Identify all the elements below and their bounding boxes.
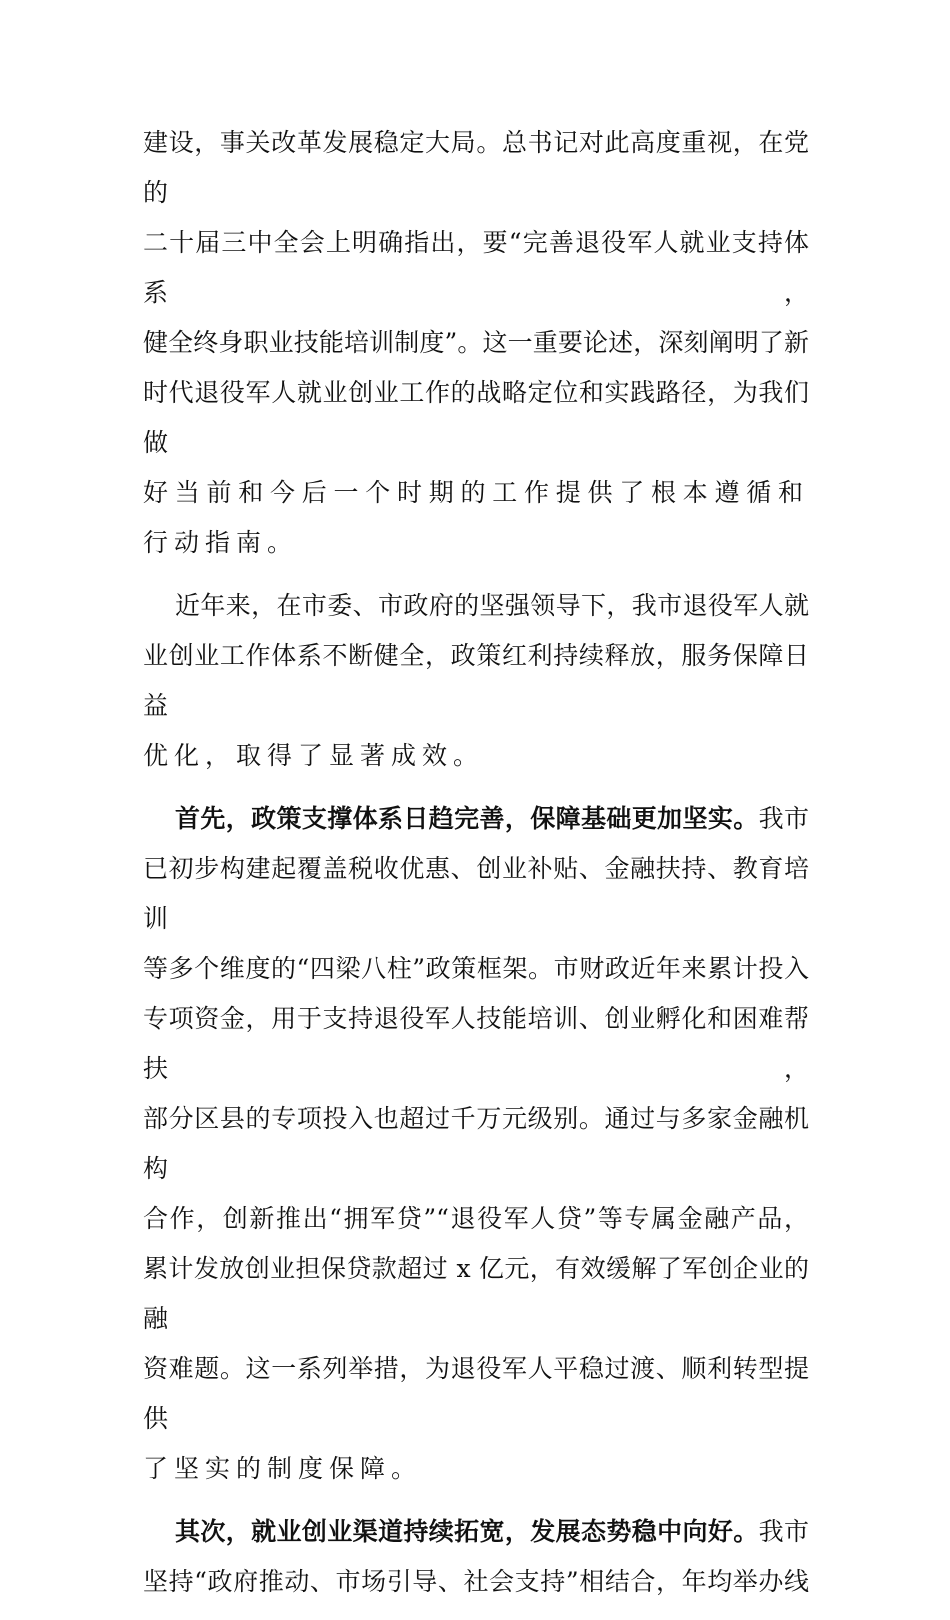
text-line: 健全终身职业技能培训制度”。这一重要论述，深刻阐明了新 — [143, 328, 809, 357]
text-line: 已初步构建起覆盖税收优惠、创业补贴、金融扶持、教育培训 — [143, 854, 809, 933]
document-page — [143, 118, 809, 1620]
text-line: 时代退役军人就业创业工作的战略定位和实践路径，为我们做 — [143, 378, 809, 457]
text-line: 等多个维度的“四梁八柱”政策框架。市财政近年来累计投入 — [143, 954, 809, 983]
text-line — [143, 794, 809, 844]
text-line: 了坚实的制度保障。 — [143, 1454, 423, 1483]
text-fragment: 我市 — [758, 1517, 809, 1546]
paragraph-2 — [143, 581, 809, 781]
text-line: 近年来，在市委、市政府的坚强领导下，我市退役军人就 — [175, 591, 809, 620]
text-line: 合作，创新推出“拥军贷”“退役军人贷”等专属金融产品， — [143, 1204, 809, 1233]
text-line: 好当前和今后一个时期的工作提供了根本遵循和行动指南。 — [143, 478, 809, 557]
paragraph-1 — [143, 118, 809, 568]
text-line: 坚持“政府推动、市场引导、社会支持”相结合，年均举办线 — [143, 1567, 809, 1596]
paragraph-4 — [143, 1507, 809, 1607]
text-line: 建设，事关改革发展稳定大局。总书记对此高度重视，在党的 — [143, 128, 809, 207]
text-line: 二十届三中全会上明确指出，要“完善退役军人就业支持体系， — [143, 228, 809, 307]
paragraph-heading: 首先，政策支撑体系日趋完善，保障基础更加坚实。 — [175, 804, 759, 833]
text-line — [143, 1507, 809, 1557]
text-line: 累计发放创业担保贷款超过 x 亿元，有效缓解了军创企业的融 — [143, 1254, 809, 1333]
paragraph-heading: 其次，就业创业渠道持续拓宽，发展态势稳中向好。 — [175, 1517, 759, 1546]
paragraph-3 — [143, 794, 809, 1494]
text-line: 专项资金，用于支持退役军人技能培训、创业孵化和困难帮扶， — [143, 1004, 809, 1083]
text-line: 业创业工作体系不断健全，政策红利持续释放，服务保障日益 — [143, 641, 809, 720]
text-line: 资难题。这一系列举措，为退役军人平稳过渡、顺利转型提供 — [143, 1354, 809, 1433]
text-fragment: 我市 — [758, 804, 809, 833]
text-line: 部分区县的专项投入也超过千万元级别。通过与多家金融机构 — [143, 1104, 809, 1183]
text-line: 优化，取得了显著成效。 — [143, 741, 485, 770]
